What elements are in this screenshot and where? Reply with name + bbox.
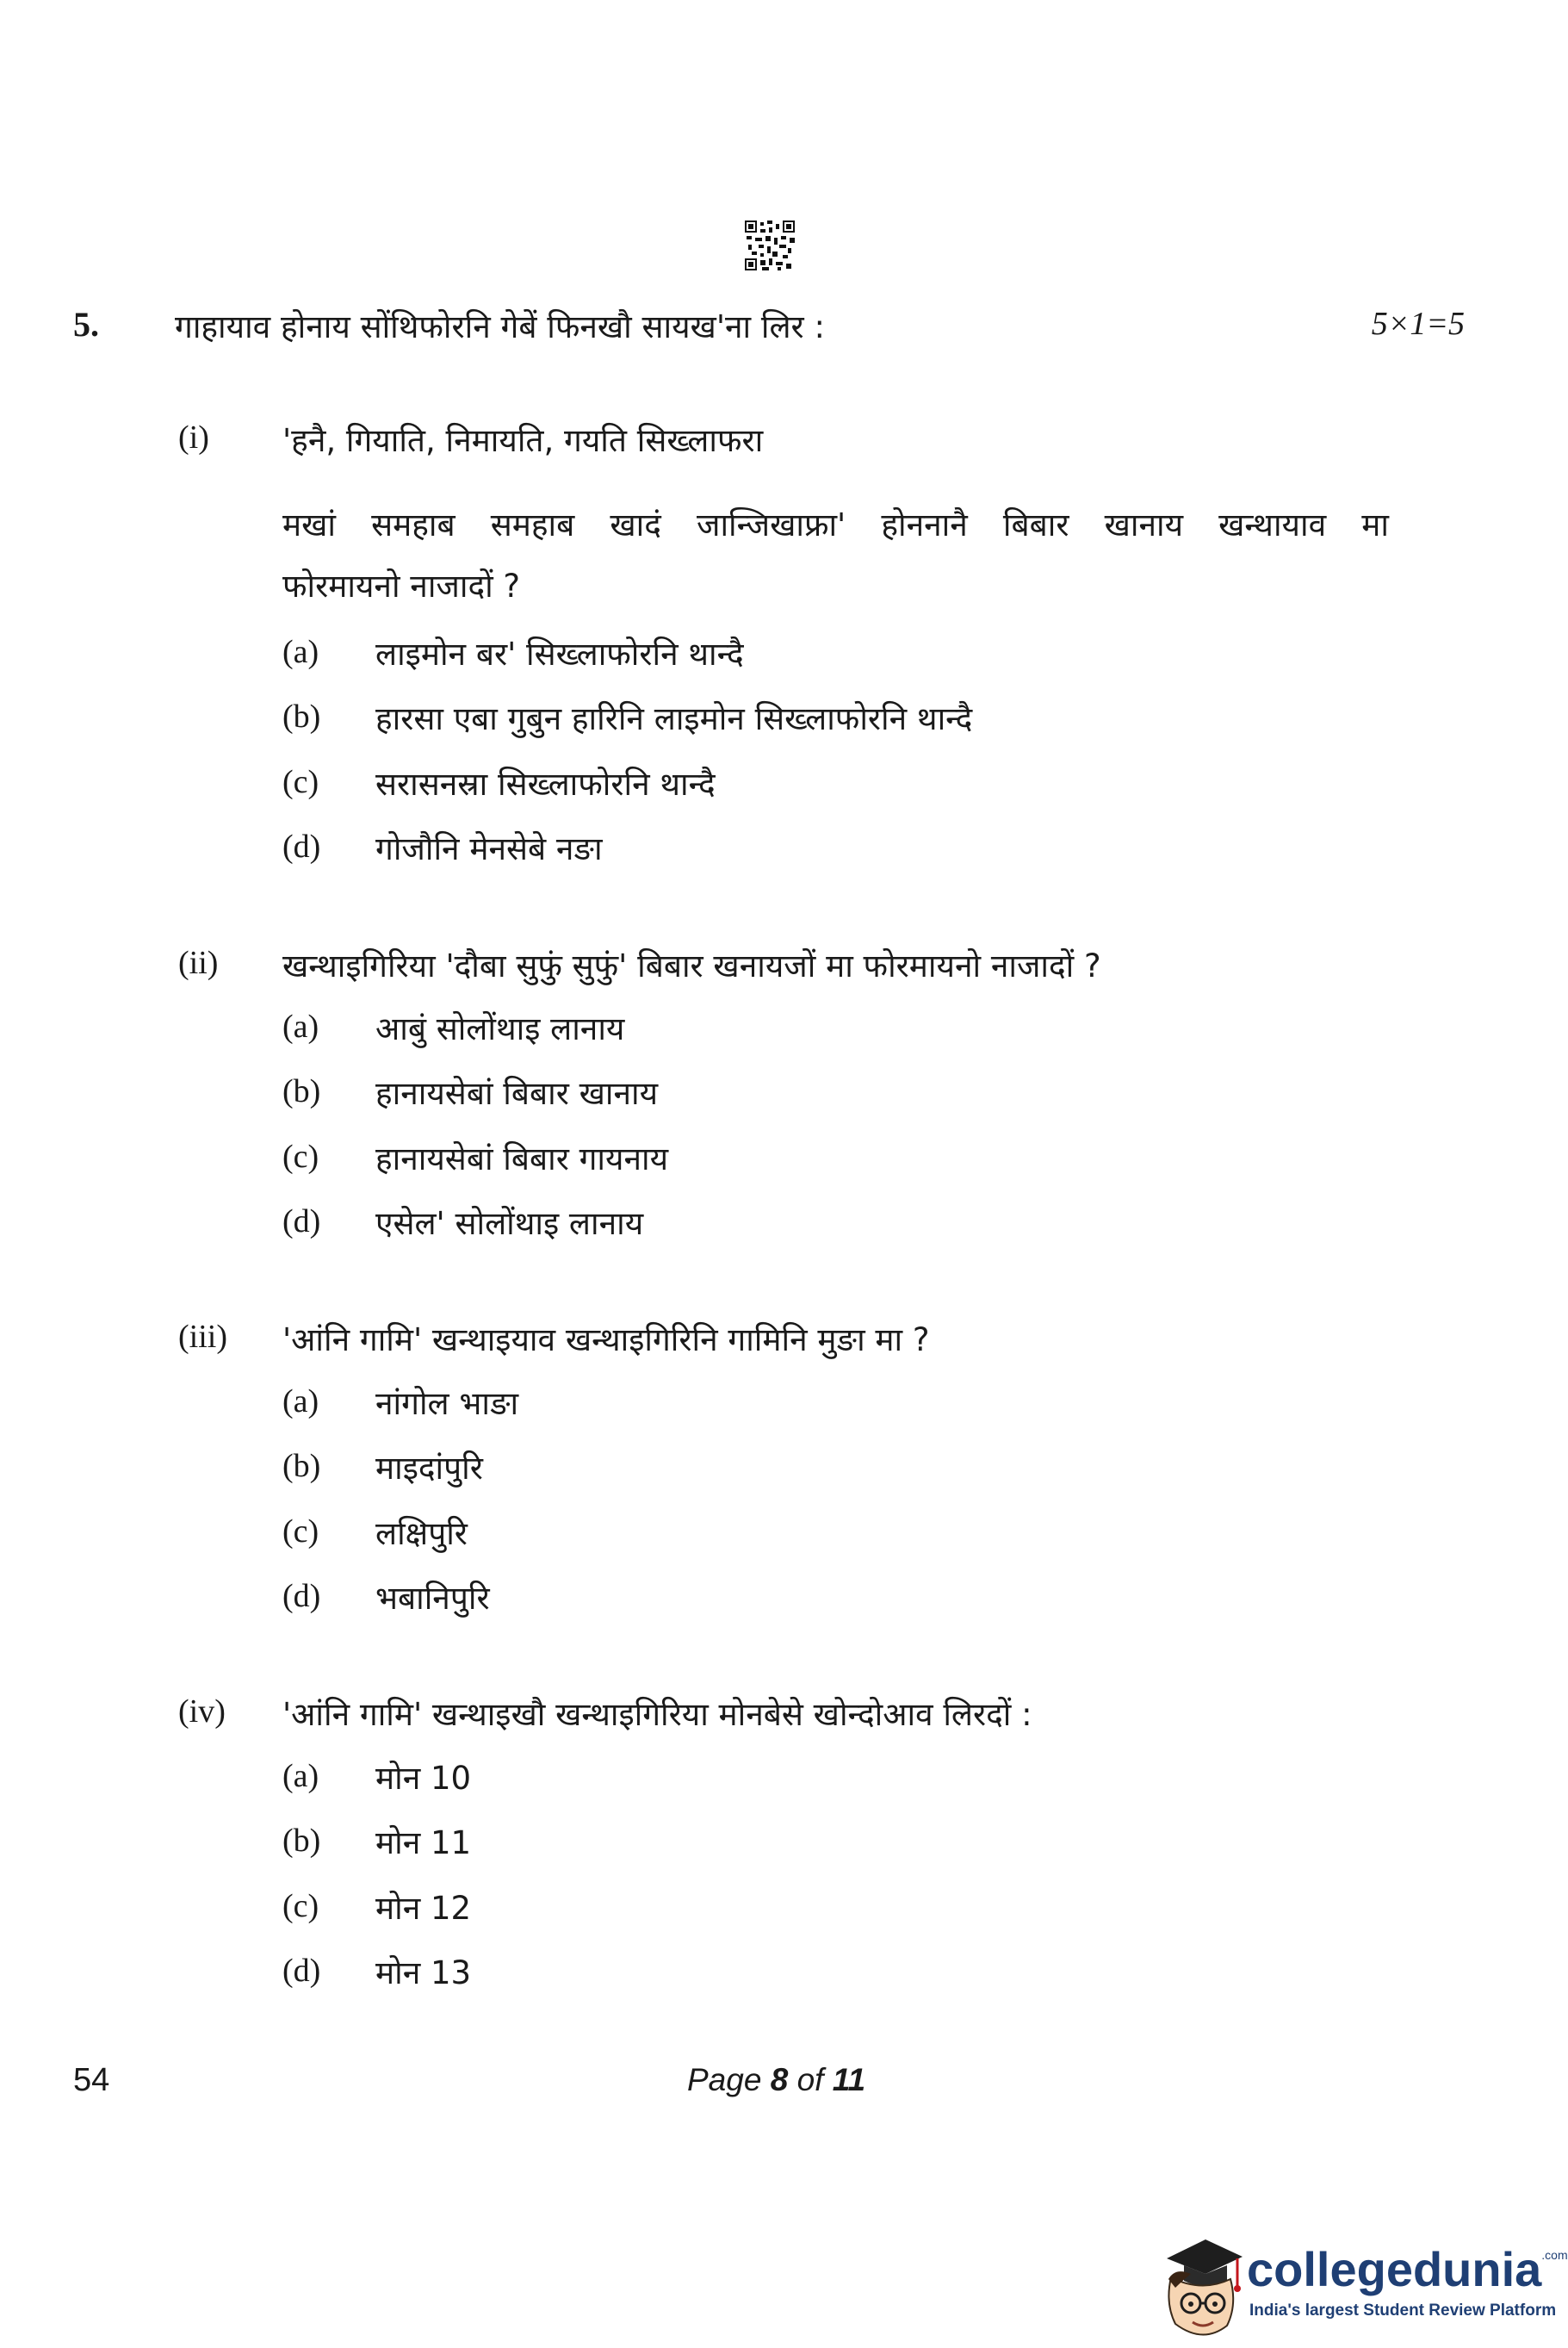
option-text: भबानिपुरि: [375, 1580, 490, 1617]
brand-name: [1247, 2241, 1568, 2297]
subq-3-label: (iii): [178, 1319, 227, 1355]
option-label: (c): [282, 1139, 319, 1175]
option-label: (c): [282, 1888, 319, 1924]
page-indicator: [687, 2062, 865, 2098]
subq-2-label: (ii): [178, 945, 219, 981]
option-label: (b): [282, 1448, 321, 1484]
option-label: (c): [282, 1513, 319, 1550]
option-label: (a): [282, 634, 319, 670]
option-label: (d): [282, 1203, 321, 1239]
option-text: आबुं सोलोंथाइ लानाय: [375, 1010, 625, 1047]
option-text: लाइमोन बर' सिख्लाफोरनि थान्दै: [375, 636, 744, 673]
subq-4-line1: 'आंनि गामि' खन्थाइखौ खन्थाइगिरिया मोनबेसे खोन्दोआव लिरदों :: [282, 1696, 1032, 1733]
option-label: (a): [282, 1383, 319, 1419]
option-text: मोन 13: [375, 1954, 472, 1991]
option-text: गोजौनि मेनसेबे नङा: [375, 830, 603, 867]
page-total: 11: [832, 2062, 866, 2097]
subq-3-line1: 'आंनि गामि' खन्थाइयाव खन्थाइगिरिनि गामिनि मुङा मा ?: [282, 1321, 930, 1358]
option-label: (b): [282, 1823, 321, 1859]
subq-4-label: (iv): [178, 1693, 226, 1730]
mascot-icon: [1141, 2224, 1253, 2345]
option-label: (b): [282, 1073, 321, 1109]
collegedunia-watermark: [1141, 2224, 1568, 2345]
option-text: लक्षिपुरि: [375, 1515, 468, 1552]
option-text: माइदांपुरि: [375, 1450, 483, 1487]
option-label: (a): [282, 1009, 319, 1045]
option-text: मोन 12: [375, 1890, 472, 1927]
option-text: हारसा एबा गुबुन हारिनि लाइमोन सिख्लाफोरनि थान्दै: [375, 700, 973, 737]
subq-1-line1: 'हनै, गियाति, निमायति, गयति सिख्लाफरा: [282, 422, 764, 459]
option-text: सरासनस्रा सिख्लाफोरनि थान्दै: [375, 766, 716, 803]
option-text: मोन 10: [375, 1760, 472, 1797]
question-instruction: गाहायाव होनाय सोंथिफोरनि गेबें फिनखौ सायख'ना लिर :: [175, 308, 825, 345]
option-label: (a): [282, 1758, 319, 1794]
option-text: हानायसेबां बिबार गायनाय: [375, 1140, 669, 1177]
page-word: Page: [687, 2062, 762, 2097]
brand-tagline: India's largest Student Review Platform: [1249, 2301, 1557, 2320]
page-current: 8: [770, 2062, 789, 2097]
option-label: (d): [282, 829, 321, 865]
option-label: (d): [282, 1578, 321, 1614]
brand-suffix: .com: [1541, 2248, 1568, 2262]
option-text: नांगोल भाङा: [375, 1385, 519, 1422]
page-code: 54: [73, 2062, 110, 2098]
subq-1-line3: फोरमायनो नाजादों ?: [282, 568, 521, 605]
page-of-word: of: [796, 2062, 824, 2097]
option-label: (c): [282, 764, 319, 800]
qr-code: [745, 221, 795, 270]
subq-2-line1: खन्थाइगिरिया 'दौबा सुफुं सुफुं' बिबार खनायजों मा फोरमायनो नाजादों ?: [282, 947, 1101, 985]
option-text: हानायसेबां बिबार खानाय: [375, 1075, 659, 1112]
subq-1-line2: मखां समहाब समहाब खादं जान्जिखाफ्रा' होननानै बिबार खानाय खन्थायाव मा: [282, 506, 1389, 544]
option-text: मोन 11: [375, 1824, 472, 1861]
subq-1-label: (i): [178, 419, 209, 456]
question-number: 5.: [73, 305, 99, 344]
brand-text: collegedunia: [1247, 2242, 1542, 2296]
option-label: (b): [282, 699, 321, 735]
question-marks: 5×1=5: [1371, 306, 1465, 342]
option-label: (d): [282, 1953, 321, 1989]
option-text: एसेल' सोलोंथाइ लानाय: [375, 1205, 644, 1242]
